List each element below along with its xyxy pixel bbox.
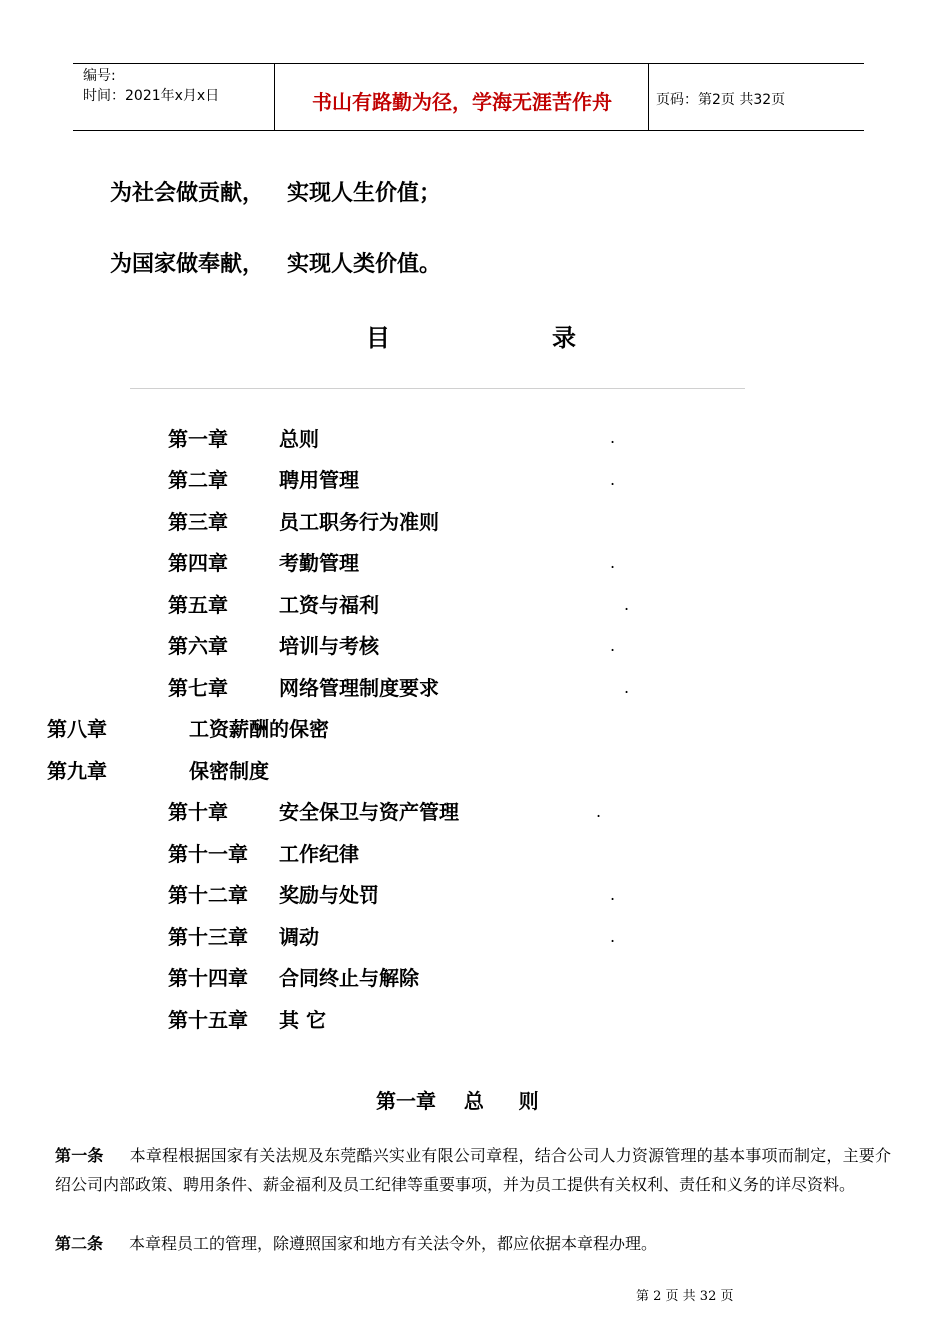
- toc-leader-dot: .: [610, 428, 616, 447]
- toc-chapter-number: 第九章: [47, 759, 107, 783]
- toc-leader-dot: .: [610, 885, 616, 904]
- chapter-title: 第一章 总 则: [376, 1089, 539, 1113]
- toc-leader-dot: .: [596, 802, 602, 821]
- toc-divider: [130, 388, 745, 389]
- header-bottom-rule: [73, 130, 864, 131]
- toc-chapter-name: 考勤管理: [279, 551, 359, 575]
- toc-chapter-name: 工作纪律: [279, 842, 359, 866]
- header-divider-left: [274, 63, 275, 131]
- article-text: 本章程员工的管理，除遵照国家和地方有关法令外，都应依据本章程办理。: [129, 1234, 658, 1253]
- toc-chapter-number: 第十五章: [168, 1008, 248, 1032]
- header-time-label: 时间：2021年x月x日: [83, 88, 220, 104]
- toc-chapter-number: 第十章: [168, 800, 228, 824]
- toc-chapter-name: 工资与福利: [279, 593, 379, 617]
- article-text: 本章程根据国家有关法规及东莞酷兴实业有限公司章程，结合公司人力资源管理的基本事项而制定，主要介绍公司内部政策、聘用条件、薪金福利及员工纪律等重要事项，并为员工提供有关权利、责任和义务的详尽资料。: [55, 1146, 891, 1194]
- toc-chapter-name: 网络管理制度要求: [279, 676, 439, 700]
- article-label: 第二条: [55, 1234, 104, 1253]
- toc-chapter-name: 保密制度: [189, 759, 269, 783]
- header-top-rule: [73, 63, 864, 64]
- toc-leader-dot: .: [624, 595, 630, 614]
- toc-chapter-name: 培训与考核: [279, 634, 379, 658]
- article-label: 第一条: [55, 1146, 104, 1165]
- toc-title-left: 目: [366, 323, 390, 352]
- toc-leader-dot: .: [624, 678, 630, 697]
- toc-chapter-name: 其 它: [279, 1008, 326, 1032]
- toc-leader-dot: .: [610, 553, 616, 572]
- toc-chapter-name: 安全保卫与资产管理: [279, 800, 459, 824]
- toc-chapter-name: 聘用管理: [279, 468, 359, 492]
- toc-chapter-number: 第十三章: [168, 925, 248, 949]
- header-number-label: 编号:: [83, 68, 116, 84]
- toc-chapter-number: 第七章: [168, 676, 228, 700]
- toc-chapter-name: 工资薪酬的保密: [189, 717, 329, 741]
- article-paragraph: [55, 1141, 891, 1199]
- toc-leader-dot: .: [610, 927, 616, 946]
- toc-chapter-number: 第十一章: [168, 842, 248, 866]
- header-meta: [83, 66, 219, 106]
- toc-chapter-number: 第十二章: [168, 883, 248, 907]
- toc-chapter-number: 第五章: [168, 593, 228, 617]
- toc-chapter-name: 合同终止与解除: [279, 966, 419, 990]
- toc-chapter-number: 第六章: [168, 634, 228, 658]
- toc-chapter-number: 第四章: [168, 551, 228, 575]
- toc-chapter-number: 第三章: [168, 510, 228, 534]
- slogan-line: 为社会做贡献， 实现人生价值；: [110, 180, 441, 206]
- toc-chapter-name: 总则: [279, 427, 319, 451]
- toc-leader-dot: .: [610, 636, 616, 655]
- toc-chapter-number: 第一章: [168, 427, 228, 451]
- toc-title-right: 录: [552, 323, 576, 352]
- page-footer: 第 2 页 共 32 页: [636, 1289, 734, 1304]
- toc-chapter-name: 奖励与处罚: [279, 883, 379, 907]
- toc-chapter-name: 调动: [279, 925, 319, 949]
- header-motto: 书山有路勤为径，学海无涯苦作舟: [312, 90, 612, 114]
- header-divider-right: [648, 63, 649, 131]
- toc-chapter-number: 第十四章: [168, 966, 248, 990]
- toc-leader-dot: .: [610, 470, 616, 489]
- toc-chapter-number: 第二章: [168, 468, 228, 492]
- article-paragraph: [55, 1229, 891, 1258]
- toc-chapter-name: 员工职务行为准则: [279, 510, 439, 534]
- slogan-line: 为国家做奉献， 实现人类价值。: [110, 251, 441, 277]
- header-page-label: 页码：第2页 共32页: [656, 92, 786, 108]
- toc-chapter-number: 第八章: [47, 717, 107, 741]
